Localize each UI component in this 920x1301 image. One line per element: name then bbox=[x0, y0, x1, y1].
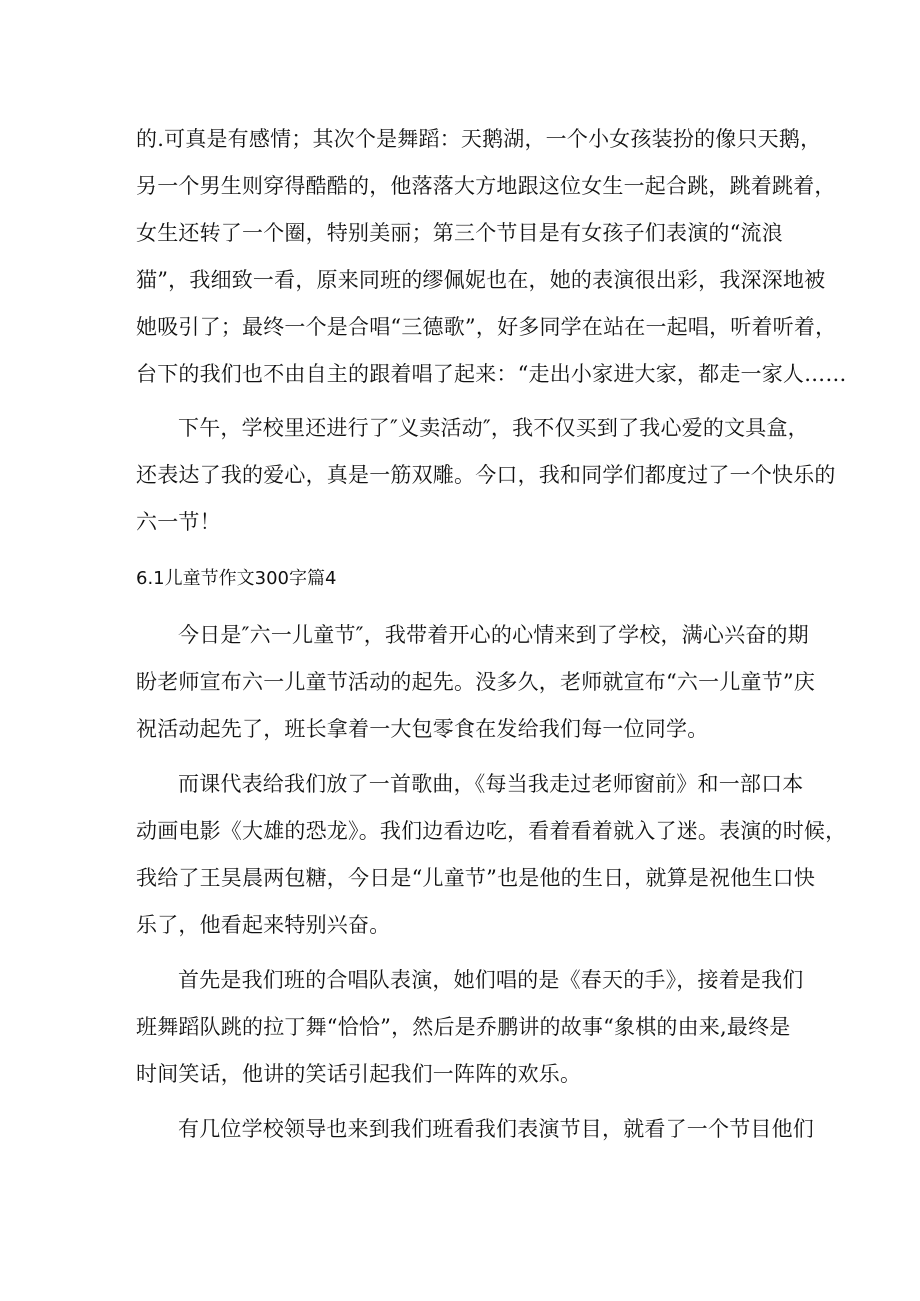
text-line: 时间笑话，他讲的笑话引起我们一阵阵的欢乐。 bbox=[136, 1062, 582, 1086]
text-line: 乐了，他看起来特别兴奋。 bbox=[136, 913, 391, 937]
text-line: 六一节！ bbox=[136, 510, 221, 534]
text-line: 有几位学校领导也来到我们班看我们表演节目，就看了一个节目他们 bbox=[178, 1117, 814, 1141]
text-line: 我给了王昊晨两包糖，今日是“儿童节”也是他的生日，就算是祝他生口快 bbox=[136, 866, 816, 890]
text-line: 而课代表给我们放了一首歌曲，《每当我走过老师窗前》和一部口本 bbox=[178, 772, 804, 796]
text-line: 女生还转了一个圈，特别美丽；第三个节目是有女孩子们表演的“流浪 bbox=[136, 221, 783, 245]
section-heading: 6.1儿童节作文300字篇4 bbox=[136, 568, 337, 589]
text-line: 班舞蹈队跳的拉丁舞“恰恰”，然后是乔鹏讲的故事“象棋的由来,最终是 bbox=[136, 1015, 791, 1039]
text-line: 另一个男生则穿得酷酷的，他落落大方地跟这位女生一起合跳，跳着跳着， bbox=[136, 174, 836, 198]
text-line: 的.可真是有感情；其次个是舞蹈：天鹅湖，一个小女孩装扮的像只天鹅， bbox=[136, 127, 822, 151]
text-line: 盼老师宣布六一儿童节活动的起先。没多久，老师就宣布“六一儿童节”庆 bbox=[136, 670, 816, 694]
text-line: 祝活动起先了，班长拿着一大包零食在发给我们每一位同学。 bbox=[136, 717, 709, 741]
text-line: 她吸引了；最终一个是合唱“三德歌”，好多同学在站在一起唱，听着听着， bbox=[136, 315, 837, 339]
text-line: 下午，学校里还进行了″义卖活动″，我不仅买到了我心爱的文具盒， bbox=[178, 416, 809, 440]
text-line: 动画电影《大雄的恐龙》。我们边看边吃，看着看着就入了迷。表演的时候， bbox=[136, 819, 847, 843]
text-line: 台下的我们也不由自主的跟着唱了起来：“走出小家进大家，都走一家人…… bbox=[136, 362, 847, 386]
text-line: 猫”，我细致一看，原来同班的缪佩妮也在，她的表演很出彩，我深深地被 bbox=[136, 268, 826, 292]
text-line: 首先是我们班的合唱队表演，她们唱的是《春天的手》，接着是我们 bbox=[178, 968, 804, 992]
text-line: 还表达了我的爱心，真是一筋双雕。今口，我和同学们都度过了一个快乐的 bbox=[136, 463, 836, 487]
text-line: 今日是″六一儿童节″，我带着开心的心情来到了学校，满心兴奋的期 bbox=[178, 623, 809, 647]
